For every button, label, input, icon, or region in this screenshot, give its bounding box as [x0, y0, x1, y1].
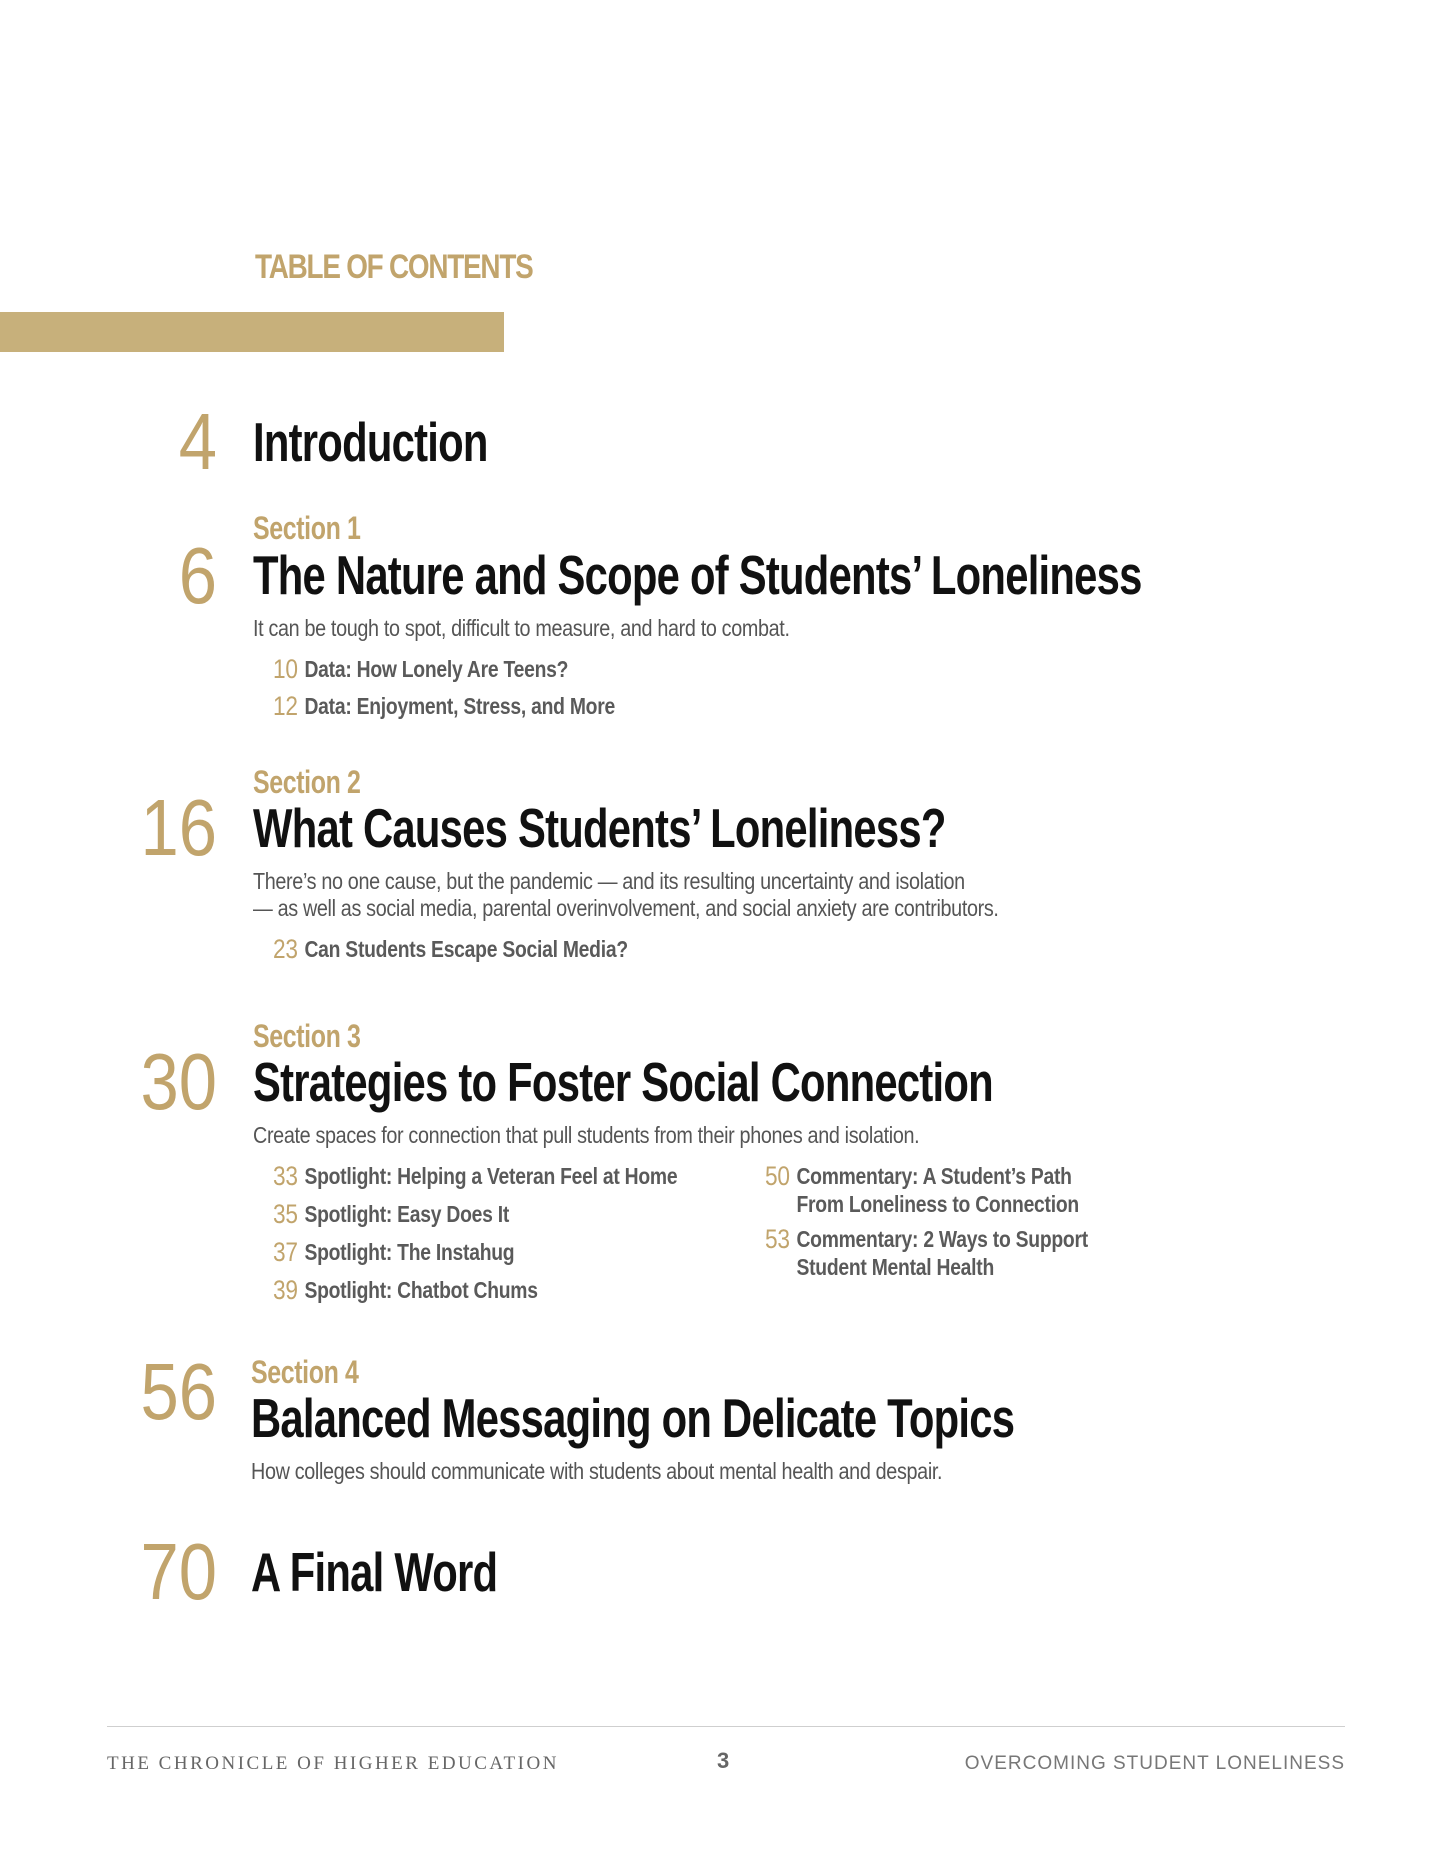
intro-page-number: 4: [178, 397, 217, 486]
entry-page-number: 37: [273, 1237, 298, 1267]
section4-page-number: 56: [140, 1347, 217, 1436]
entry-text: Spotlight: Chatbot Chums: [304, 1277, 538, 1303]
entry-text: Data: How Lonely Are Teens?: [304, 656, 569, 682]
entry-text: Can Students Escape Social Media?: [304, 936, 628, 962]
toc-entry[interactable]: [765, 1225, 1088, 1281]
section1-label: Section 1: [253, 510, 361, 546]
entry-text: Spotlight: Easy Does It: [304, 1201, 510, 1227]
section3-subtitle: Create spaces for connection that pull students from their phones and isolation.: [253, 1122, 920, 1148]
section4-title[interactable]: Balanced Messaging on Delicate Topics: [251, 1387, 1015, 1449]
entry-text: Data: Enjoyment, Stress, and More: [304, 693, 615, 719]
section2-subtitle-line2: — as well as social media, parental overinvolvement, and social anxiety are contributors.: [253, 895, 999, 921]
toc-entry[interactable]: [273, 655, 568, 684]
entry-page-number: 35: [273, 1199, 298, 1229]
entry-text-line2: From Loneliness to Connection: [796, 1191, 1079, 1217]
toc-accent-bar: [0, 312, 504, 352]
footer-divider: [107, 1726, 1345, 1727]
final-page-number: 70: [140, 1527, 217, 1616]
entry-text-line1: Commentary: A Student’s Path: [796, 1163, 1072, 1189]
entry-page-number: 50: [765, 1161, 790, 1191]
toc-entry[interactable]: [273, 1200, 509, 1229]
toc-entry[interactable]: [273, 692, 615, 721]
entry-page-number: 53: [765, 1224, 790, 1254]
intro-title[interactable]: Introduction: [253, 411, 488, 473]
entry-text: [796, 1225, 1087, 1281]
entry-page-number: 10: [273, 654, 298, 684]
footer-report-title: OVERCOMING STUDENT LONELINESS: [964, 1753, 1345, 1774]
toc-entry[interactable]: [273, 1162, 677, 1191]
section3-page-number: 30: [140, 1037, 217, 1126]
section4-subtitle: How colleges should communicate with students about mental health and despair.: [251, 1458, 943, 1484]
entry-page-number: 12: [273, 691, 298, 721]
section2-subtitle-line1: There’s no one cause, but the pandemic — and its resulting uncertainty and isolation: [253, 868, 965, 894]
toc-entry[interactable]: [765, 1162, 1079, 1218]
entry-page-number: 39: [273, 1275, 298, 1305]
toc-entry[interactable]: [273, 1238, 514, 1267]
final-title[interactable]: A Final Word: [251, 1541, 498, 1603]
footer-page-number: 3: [717, 1748, 730, 1773]
entry-text: Spotlight: The Instahug: [304, 1239, 515, 1265]
toc-entry[interactable]: [273, 1276, 538, 1305]
section3-label: Section 3: [253, 1018, 361, 1054]
entry-text-line1: Commentary: 2 Ways to Support: [796, 1226, 1088, 1252]
entry-text: [796, 1162, 1079, 1218]
section1-subtitle: It can be tough to spot, difficult to measure, and hard to combat.: [253, 615, 790, 641]
entry-page-number: 23: [273, 934, 298, 964]
section2-label: Section 2: [253, 764, 361, 800]
section1-page-number: 6: [178, 531, 217, 620]
toc-heading: TABLE OF CONTENTS: [255, 248, 533, 286]
section1-title[interactable]: The Nature and Scope of Students’ Loneliness: [253, 544, 1142, 606]
entry-text-line2: Student Mental Health: [796, 1254, 995, 1280]
toc-entry[interactable]: [273, 935, 628, 964]
section2-title[interactable]: What Causes Students’ Loneliness?: [253, 797, 946, 859]
section2-page-number: 16: [140, 783, 217, 872]
footer-publication: THE CHRONICLE OF HIGHER EDUCATION: [107, 1753, 559, 1774]
section4-label: Section 4: [251, 1354, 359, 1390]
entry-page-number: 33: [273, 1161, 298, 1191]
section3-title[interactable]: Strategies to Foster Social Connection: [253, 1051, 993, 1113]
entry-text: Spotlight: Helping a Veteran Feel at Home: [304, 1163, 678, 1189]
